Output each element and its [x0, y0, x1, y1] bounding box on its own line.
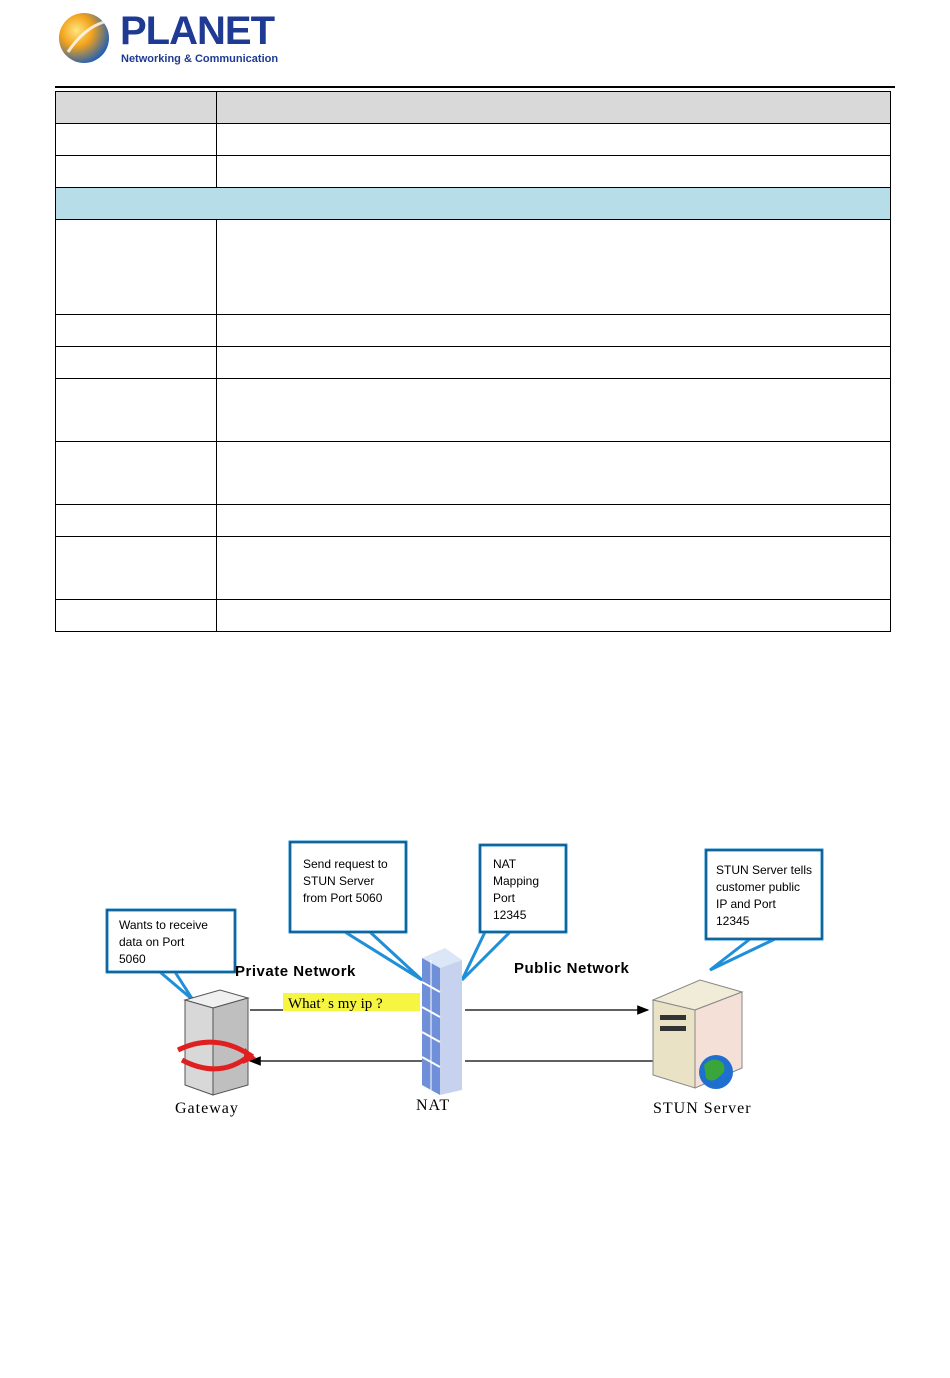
header-divider: [55, 86, 895, 88]
table-section-row: [56, 188, 891, 220]
table-row: [56, 220, 891, 315]
callout-gateway-line-1: Wants to receive: [119, 918, 208, 932]
callout-stun-line-1: STUN Server tells: [716, 863, 813, 877]
callout-nat-line-4: 12345: [493, 908, 527, 922]
table-header-row: [56, 92, 891, 124]
public-network-label: Public Network: [514, 960, 630, 977]
table-row: [56, 347, 891, 379]
stun-diagram: [100, 840, 840, 1130]
stun-server-icon: [653, 980, 742, 1089]
callout-request-line-3: from Port 5060: [303, 891, 383, 905]
stun-server-label: STUN Server: [653, 1100, 752, 1117]
callout-nat-line-3: Port: [493, 891, 516, 905]
table-row: [56, 379, 891, 442]
callout-stun-line-3: IP and Port: [716, 897, 776, 911]
table-row: [56, 124, 891, 156]
table-row: [56, 315, 891, 347]
query-text: What’ s my ip ?: [288, 996, 383, 1012]
callout-request-line-2: STUN Server: [303, 874, 375, 888]
gateway-label: Gateway: [175, 1100, 239, 1117]
callout-stun: [706, 850, 822, 970]
table-row: [56, 600, 891, 632]
brand-name: PLANET: [120, 9, 274, 53]
table-row: [56, 442, 891, 505]
callout-gateway-line-3: 5060: [119, 952, 146, 966]
callout-request: [290, 842, 422, 980]
planet-logo: [58, 8, 288, 68]
callout-gateway: [107, 910, 235, 1000]
callout-request-line-1: Send request to: [303, 857, 388, 871]
callout-stun-line-2: customer public: [716, 880, 801, 894]
callout-stun-line-4: 12345: [716, 914, 750, 928]
callout-nat-line-1: NAT: [493, 857, 517, 871]
callout-gateway-line-2: data on Port: [119, 935, 185, 949]
callout-nat-line-2: Mapping: [493, 874, 540, 888]
private-network-label: Private Network: [235, 963, 356, 980]
nat-firewall-icon: [422, 948, 462, 1095]
table-row: [56, 505, 891, 537]
nat-label: NAT: [416, 1097, 451, 1114]
brand-tagline: Networking & Communication: [121, 53, 279, 65]
settings-table: [55, 91, 891, 632]
planet-globe-icon: [58, 8, 288, 68]
table-row: [56, 156, 891, 188]
table-row: [56, 537, 891, 600]
gateway-icon: [178, 990, 256, 1095]
